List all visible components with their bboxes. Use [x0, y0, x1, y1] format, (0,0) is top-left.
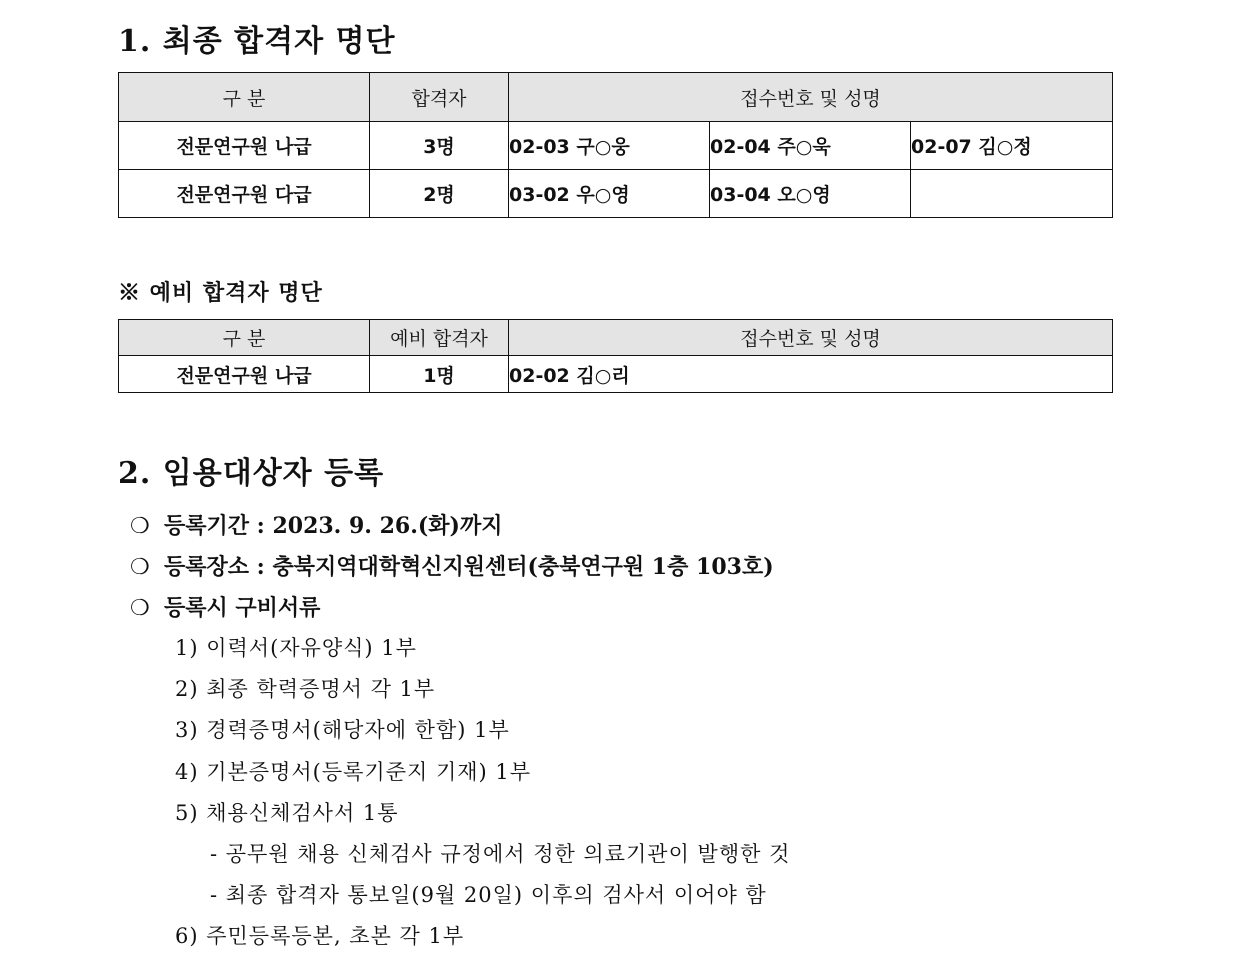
row-name: 02-02 김○리 — [509, 356, 1113, 393]
header-count: 예비 합격자 — [370, 320, 509, 356]
list-item — [130, 591, 320, 622]
table-header-row — [119, 73, 1113, 122]
reserve-passers-table — [118, 319, 1113, 393]
row-category: 전문연구원 나급 — [119, 122, 370, 170]
circle-bullet-icon: ❍ — [130, 514, 150, 539]
document-note: - 공무원 채용 신체검사 규정에서 정한 의료기관이 발행한 것 — [210, 842, 791, 866]
document-item: 5) 채용신체검사서 1통 — [175, 801, 399, 825]
row-name-empty — [911, 170, 1113, 218]
section2-title: 2. 임용대상자 등록 — [118, 456, 385, 491]
header-count: 합격자 — [370, 73, 509, 122]
document-item: 2) 최종 학력증명서 각 1부 — [175, 677, 436, 701]
final-passers-table — [118, 72, 1113, 218]
row-name: 02-04 주○욱 — [710, 122, 911, 170]
document-note: - 최종 합격자 통보일(9월 20일) 이후의 검사서 이어야 함 — [210, 883, 767, 907]
row-count: 3명 — [370, 122, 509, 170]
document-item: 6) 주민등록등본, 초본 각 1부 — [175, 924, 465, 948]
header-names: 접수번호 및 성명 — [509, 320, 1113, 356]
document-item: 1) 이력서(자유양식) 1부 — [175, 636, 417, 660]
row-count: 1명 — [370, 356, 509, 393]
header-names: 접수번호 및 성명 — [509, 73, 1113, 122]
row-category: 전문연구원 나급 — [119, 356, 370, 393]
header-category: 구 분 — [119, 73, 370, 122]
table-row — [119, 122, 1113, 170]
row-name: 03-02 우○영 — [509, 170, 710, 218]
document-item: 4) 기본증명서(등록기준지 기재) 1부 — [175, 760, 532, 784]
header-category: 구 분 — [119, 320, 370, 356]
registration-period: 등록기간 : 2023. 9. 26.(화)까지 — [164, 513, 503, 539]
list-item — [130, 550, 774, 581]
section1-title: 1. 최종 합격자 명단 — [118, 24, 396, 59]
table-row — [119, 356, 1113, 393]
row-category: 전문연구원 다급 — [119, 170, 370, 218]
circle-bullet-icon: ❍ — [130, 596, 150, 621]
reserve-title: ※ 예비 합격자 명단 — [118, 280, 323, 306]
table-row — [119, 170, 1113, 218]
registration-place: 등록장소 : 충북지역대학혁신지원센터(충북연구원 1층 103호) — [164, 554, 774, 580]
table-header-row — [119, 320, 1113, 356]
row-name: 02-07 김○정 — [911, 122, 1113, 170]
row-name: 03-04 오○영 — [710, 170, 911, 218]
row-name: 02-03 구○웅 — [509, 122, 710, 170]
document-item: 3) 경력증명서(해당자에 한함) 1부 — [175, 718, 510, 742]
row-count: 2명 — [370, 170, 509, 218]
circle-bullet-icon: ❍ — [130, 555, 150, 580]
list-item — [130, 509, 502, 540]
required-documents-heading: 등록시 구비서류 — [164, 595, 321, 621]
